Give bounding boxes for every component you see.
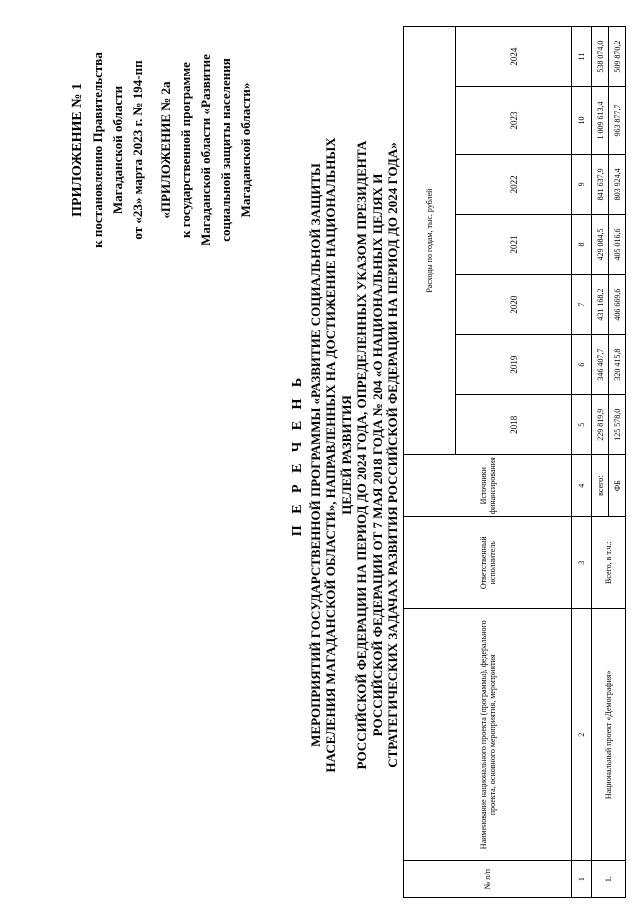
header-name: Наименование национального проекта (программы), федерального проекта, основного мероприятия, мероприятия	[404, 609, 572, 861]
header-expenses: Расходы по годам, тыс. рублей	[404, 27, 456, 455]
year-header: 2018	[456, 395, 572, 455]
heading-line: ЦЕЛЕЙ РАЗВИТИЯ	[338, 395, 354, 515]
col-number: 3	[572, 517, 592, 609]
appendix-line: социальной защиты населения	[218, 58, 233, 242]
header-num: № п/п	[404, 861, 572, 898]
appendix-line: Магаданской области «Развитие	[198, 54, 213, 246]
col-number: 11	[572, 27, 592, 87]
col-number: 2	[572, 609, 592, 861]
value-cell: 229 819,9	[592, 395, 609, 455]
year-header: 2024	[456, 27, 572, 87]
col-number: 1	[572, 861, 592, 898]
heading-line: МЕРОПРИЯТИЙ ГОСУДАРСТВЕННОЙ ПРОГРАММЫ «РАЗВИТИЕ СОЦИАЛЬНОЙ ЗАЩИТЫ	[307, 163, 323, 747]
row-num: 1.	[592, 861, 626, 898]
heading-line: РОССИЙСКОЙ ФЕДЕРАЦИИ ОТ 7 МАЯ 2018 ГОДА № 204 «О НАЦИОНАЛЬНЫХ ЦЕЛЯХ И	[369, 173, 385, 737]
col-number: 4	[572, 455, 592, 517]
col-number: 9	[572, 154, 592, 214]
appendix-line: к постановлению Правительства	[90, 52, 105, 248]
row-executor: Всего, в т.ч.:	[592, 517, 626, 609]
appendix-line: Магаданской области	[110, 85, 125, 215]
heading-line: СТРАТЕГИЧЕСКИХ ЗАДАЧАХ РАЗВИТИЯ РОССИЙСКОЙ ФЕДЕРАЦИИ НА ПЕРИОД ДО 2024 ГОДА»	[385, 142, 400, 768]
value-cell: 406 669,6	[609, 275, 626, 335]
header-source: Источники финансирования	[404, 455, 572, 517]
appendix-title: ПРИЛОЖЕНИЕ № 1	[70, 83, 85, 217]
expenses-table	[403, 26, 626, 898]
year-header: 2019	[456, 335, 572, 395]
value-cell: 1 009 613,4	[592, 87, 609, 155]
value-cell: 405 016,6	[609, 214, 626, 274]
year-header: 2023	[456, 87, 572, 155]
col-number: 5	[572, 395, 592, 455]
appendix-block	[70, 15, 258, 285]
value-cell: 538 074,0	[592, 27, 609, 87]
value-cell: 431 168,2	[592, 275, 609, 335]
col-number: 10	[572, 87, 592, 155]
document-heading	[290, 25, 401, 885]
heading-line: РОССИЙСКОЙ ФЕДЕРАЦИИ НА ПЕРИОД ДО 2024 ГОДА, ОПРЕДЕЛЕННЫХ УКАЗОМ ПРЕЗИДЕНТА	[354, 140, 369, 770]
value-cell: 125 578,0	[609, 395, 626, 455]
year-header: 2020	[456, 275, 572, 335]
value-cell: 346 407,7	[592, 335, 609, 395]
col-number: 7	[572, 275, 592, 335]
value-cell: 803 924,4	[609, 154, 626, 214]
year-header: 2021	[456, 214, 572, 274]
year-header: 2022	[456, 154, 572, 214]
value-cell: 429 084,5	[592, 214, 609, 274]
row-source: всего:	[592, 455, 609, 517]
value-cell: 320 415,8	[609, 335, 626, 395]
col-number: 6	[572, 335, 592, 395]
appendix-line: к государственной программе	[178, 62, 193, 238]
appendix-line: Магаданской области»	[238, 82, 253, 218]
value-cell: 963 877,7	[609, 87, 626, 155]
heading-line: НАСЕЛЕНИЯ МАГАДАНСКОЙ ОБЛАСТИ», НАПРАВЛЕННЫХ НА ДОСТИЖЕНИЕ НАЦИОНАЛЬНЫХ	[323, 137, 338, 773]
col-number: 8	[572, 214, 592, 274]
heading-title: П Е Р Е Ч Е Н Ь	[290, 373, 305, 537]
sub-appendix-title: «ПРИЛОЖЕНИЕ № 2а	[158, 81, 173, 219]
value-cell: 841 637,9	[592, 154, 609, 214]
value-cell: 509 870,2	[609, 27, 626, 87]
row-source: ФБ	[609, 455, 626, 517]
row-name: Национальный проект «Демография»	[592, 609, 626, 861]
header-executor: Ответственный исполнитель	[404, 517, 572, 609]
appendix-date: от «23» марта 2023 г. № 194-пп	[130, 60, 145, 240]
